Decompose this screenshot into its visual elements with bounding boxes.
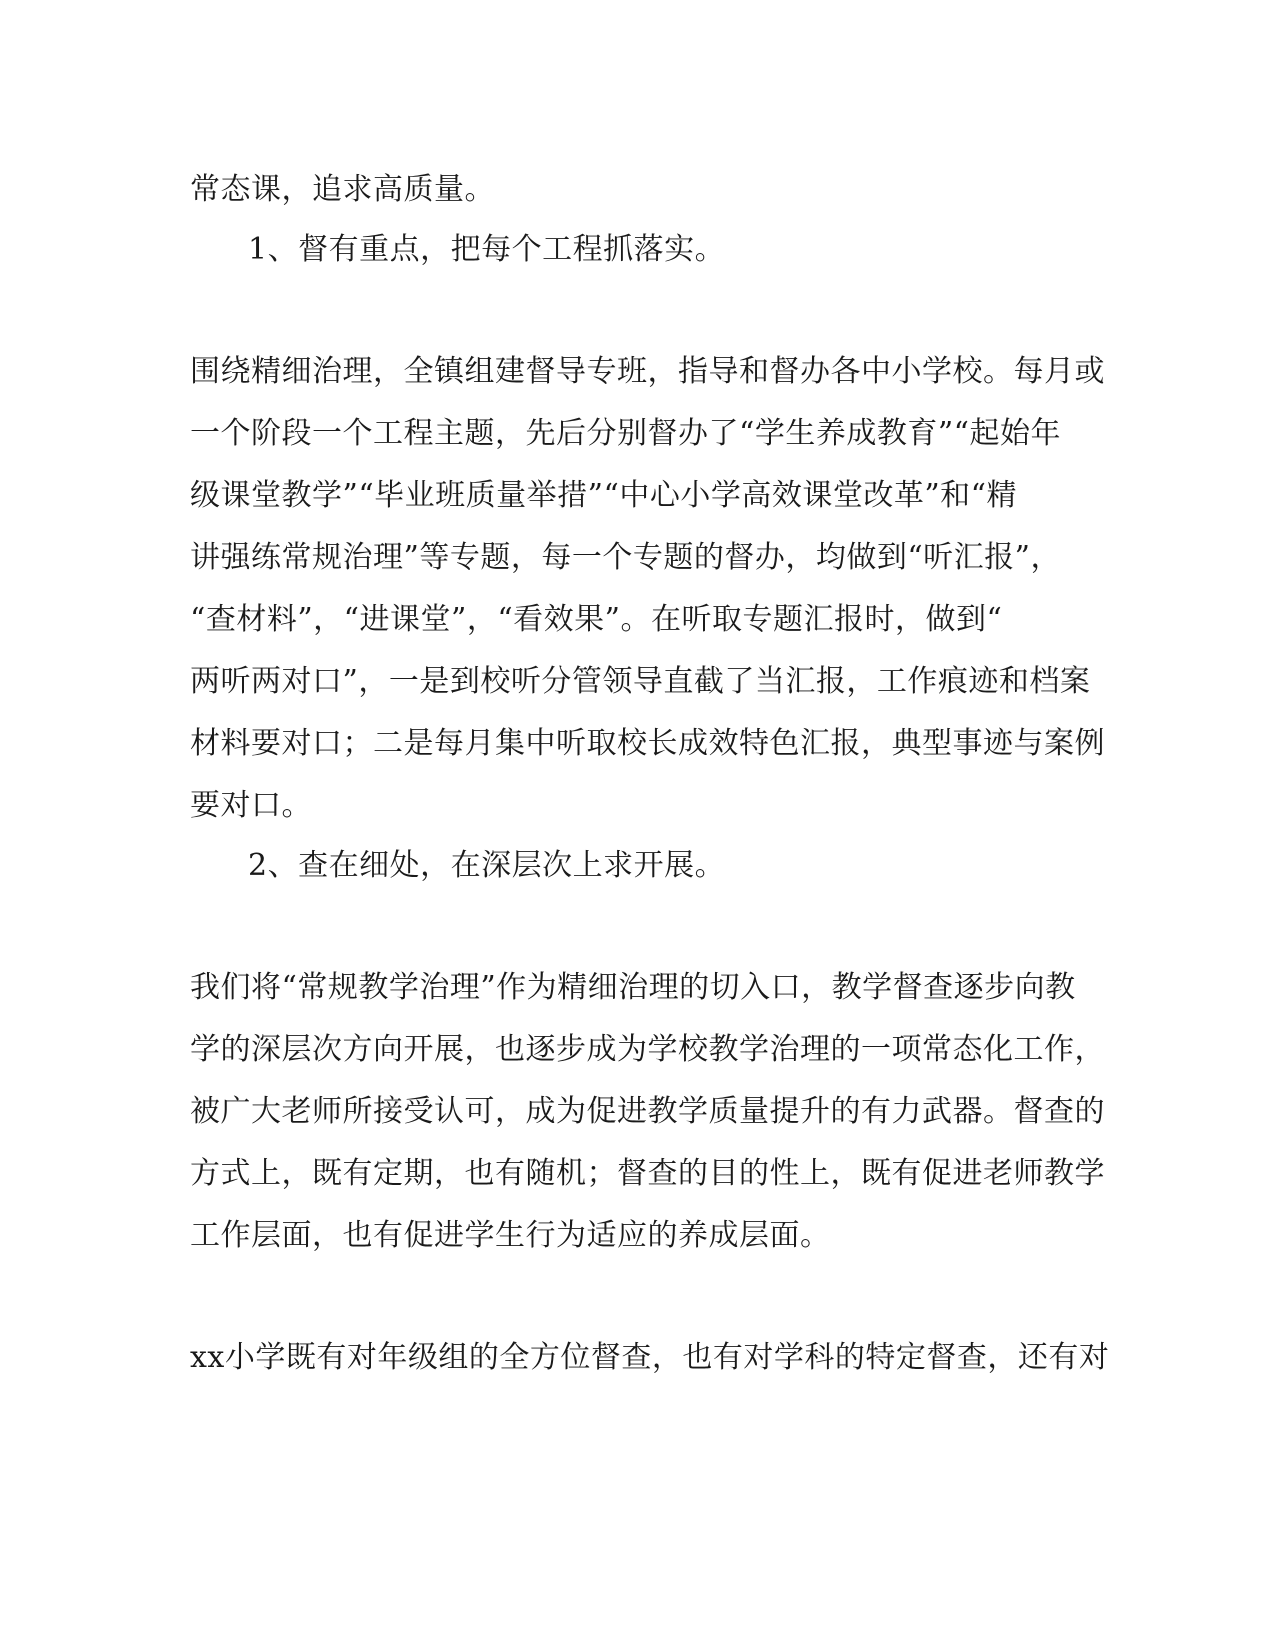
text-line: 讲强练常规治理”等专题，每一个专题的督办，均做到“听汇报”， — [190, 540, 1062, 575]
text-line: 常态课，追求高质量。 — [190, 172, 495, 207]
text-line: 学的深层次方向开展，也逐步成为学校教学治理的一项常态化工作， — [190, 1032, 1105, 1067]
text-line: 要对口。 — [190, 788, 312, 823]
text-line: 被广大老师所接受认可，成为促进教学质量提升的有力武器。督查的 — [190, 1094, 1105, 1129]
text-line: xx小学既有对年级组的全方位督查，也有对学科的特定督查，还有对 — [190, 1340, 1110, 1375]
text-line: 级课堂教学”“毕业班质量举措”“中心小学高效课堂改革”和“精 — [190, 478, 1018, 513]
text-line: 一个阶段一个工程主题，先后分别督办了“学生养成教育”“起始年 — [190, 416, 1062, 451]
text-line: 我们将“常规教学治理”作为精细治理的切入口，教学督查逐步向教 — [190, 970, 1076, 1005]
text-line: “查材料”，“进课堂”，“看效果”。在听取专题汇报时，做到“ — [190, 602, 1003, 637]
section-heading-2: 2、查在细处，在深层次上求开展。 — [248, 848, 726, 883]
section-heading-1: 1、督有重点，把每个工程抓落实。 — [248, 232, 726, 267]
text-line: 工作层面，也有促进学生行为适应的养成层面。 — [190, 1218, 831, 1253]
text-line: 围绕精细治理，全镇组建督导专班，指导和督办各中小学校。每月或 — [190, 354, 1105, 389]
text-line: 方式上，既有定期，也有随机；督查的目的性上，既有促进老师教学 — [190, 1156, 1105, 1191]
text-line: 两听两对口”，一是到校听分管领导直截了当汇报，工作痕迹和档案 — [190, 664, 1091, 699]
text-line: 材料要对口；二是每月集中听取校长成效特色汇报，典型事迹与案例 — [190, 726, 1105, 761]
